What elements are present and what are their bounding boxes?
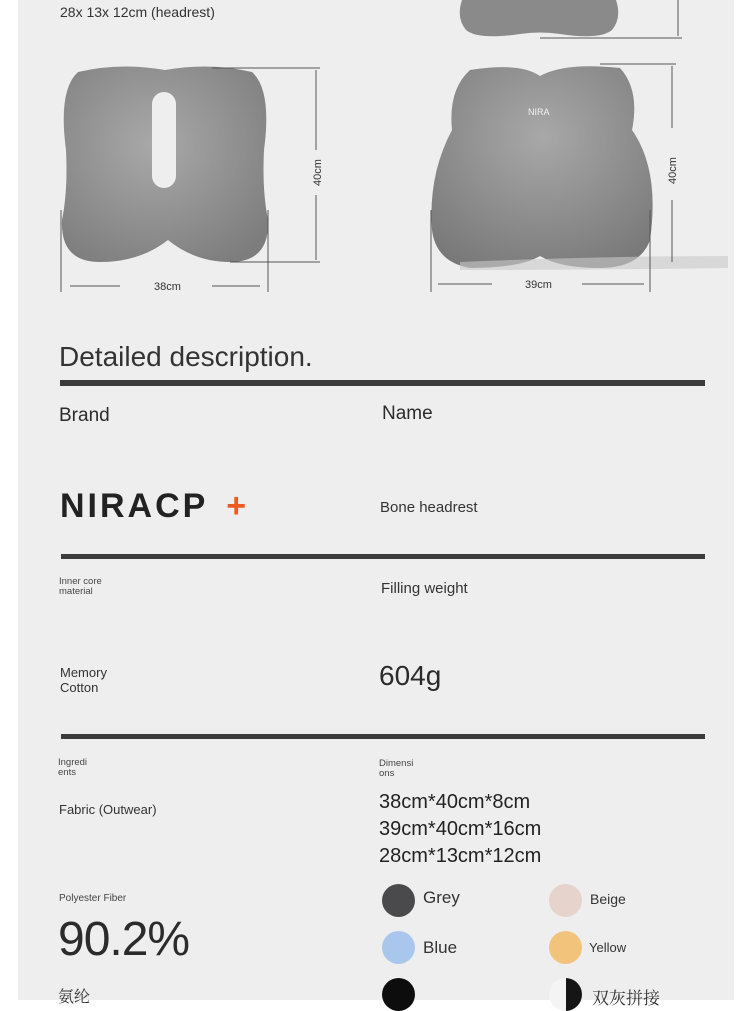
product-illustration — [0, 0, 750, 310]
lumbar-height-label: 40cm — [667, 157, 679, 184]
dimension-line: 38cm*40cm*8cm — [379, 791, 531, 813]
brand-logo-plus: + — [226, 487, 250, 525]
swatch-beige[interactable] — [549, 884, 582, 917]
dimensions-list — [379, 789, 541, 870]
lumbar-cushion-image — [431, 66, 652, 268]
filling-weight-value: 604g — [379, 660, 442, 691]
fiber-label: Polyester Fiber — [59, 893, 127, 904]
divider — [60, 380, 705, 386]
swatch-yellow-label: Yellow — [589, 940, 627, 955]
dimensions-label: Dimensi ons — [379, 758, 414, 779]
ingredients-label: Ingredi ents — [58, 757, 88, 778]
swatch-beige-label: Beige — [590, 891, 626, 907]
swatch-blue-label: Blue — [423, 938, 458, 957]
brand-logo — [60, 486, 249, 526]
dimension-line: 28cm*13cm*12cm — [379, 845, 542, 867]
inner-core-label: Inner core material — [59, 576, 102, 597]
seat-height-label: 40cm — [312, 159, 324, 186]
spandex-label: 氨纶 — [58, 989, 91, 1006]
swatch-yellow[interactable] — [549, 931, 582, 964]
lumbar-logo: NIRA — [528, 107, 550, 117]
name-value: Bone headrest — [380, 499, 478, 516]
brand-label: Brand — [59, 405, 110, 426]
headrest-caption: 28x 13x 12cm (headrest) — [60, 4, 215, 20]
swatch-grey-label: Grey — [423, 888, 460, 907]
filling-weight-label: Filling weight — [381, 580, 468, 597]
inner-core-value: Memory Cotton — [60, 665, 107, 695]
swatch-dual-grey-label: 双灰拼接 — [592, 989, 660, 1008]
name-label: Name — [382, 403, 433, 424]
seat-width-label: 38cm — [154, 281, 181, 293]
divider — [61, 734, 705, 739]
dimension-line: 39cm*40cm*16cm — [379, 818, 542, 840]
brand-logo-text: NIRACP — [60, 487, 208, 525]
swatch-dual-grey[interactable] — [549, 978, 582, 1011]
swatch-black[interactable] — [382, 978, 415, 1011]
fabric-label: Fabric (Outwear) — [59, 802, 157, 817]
swatch-blue[interactable] — [382, 931, 415, 964]
divider — [61, 554, 705, 559]
lumbar-width-label: 39cm — [525, 279, 552, 291]
swatch-grey[interactable] — [382, 884, 415, 917]
headrest-image — [460, 0, 619, 36]
fiber-percentage: 90.2% — [58, 913, 190, 966]
section-title: Detailed description. — [59, 341, 313, 372]
